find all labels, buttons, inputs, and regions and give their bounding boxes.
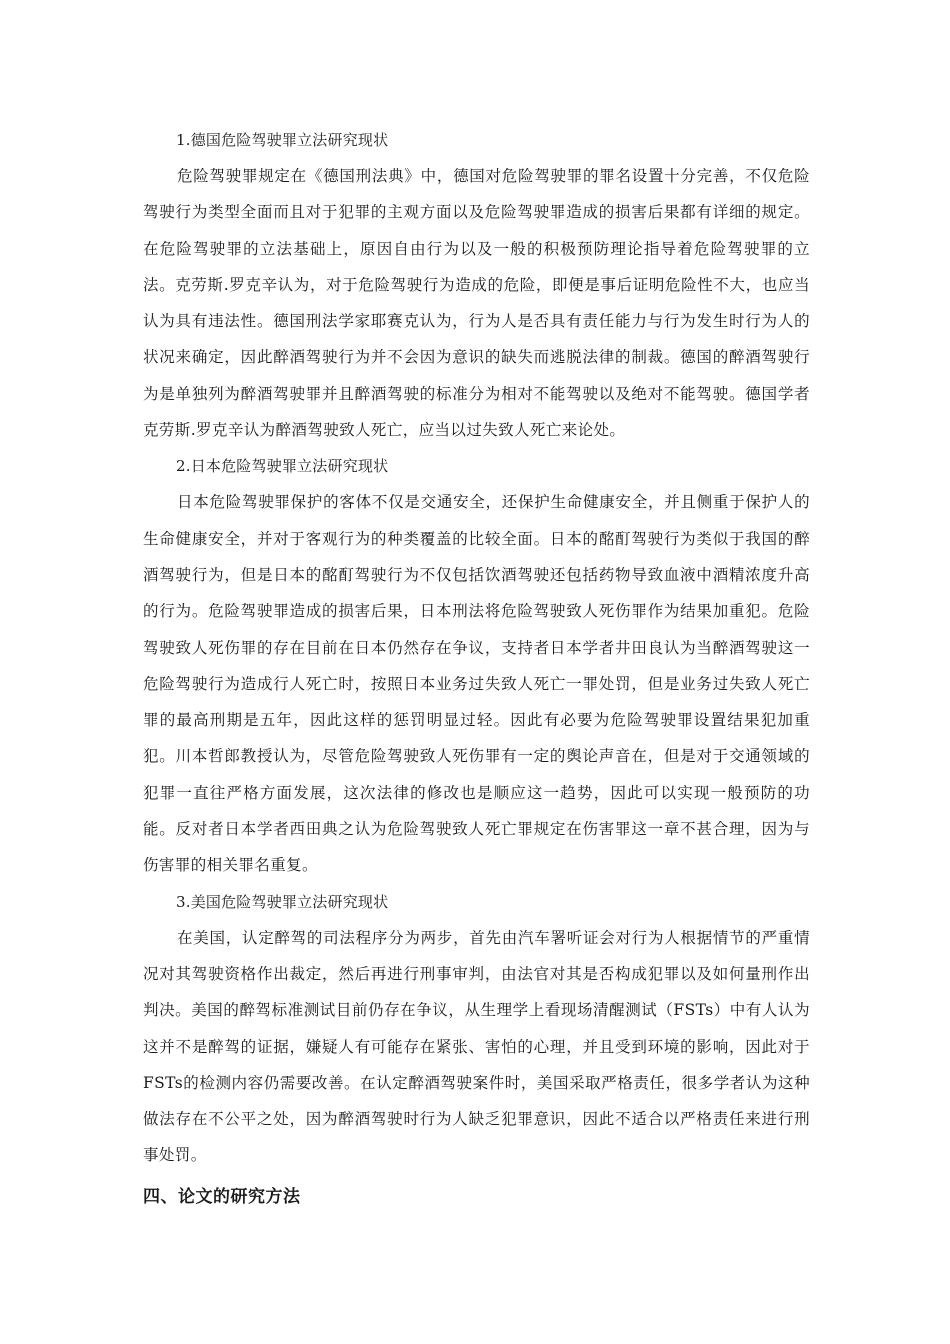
subsection-heading-usa: 3.美国危险驾驶罪立法研究现状 bbox=[176, 892, 389, 911]
document-body bbox=[143, 122, 810, 1212]
paragraph-germany: 危险驾驶罪规定在《德国刑法典》中，德国对危险驾驶罪的罪名设置十分完善，不仅危险驾驶行为类型全面而且对于犯罪的主观方面以及危险驾驶罪造成的损害后果都有详细的规定。在危险驾驶罪的立法基础上，原因自由行为以及一般的积极预防理论指导着危险驾驶罪的立法。克劳斯.罗克辛认为，对于危险驾驶行为造成的危险，即便是事后证明危险性不大，也应当认为具有违法性。德国刑法学家耶赛克认为，行为人是否具有责任能力与行为发生时行为人的状况来确定，因此醉酒驾驶行为并不会因为意识的缺失而逃脱法律的制裁。德国的醉酒驾驶行为是单独列为醉酒驾驶罪并且醉酒驾驶的标准分为相对不能驾驶以及绝对不能驾驶。德国学者克劳斯.罗克辛认为醉酒驾驶致人死亡，应当以过失致人死亡来论处。 bbox=[143, 167, 810, 440]
subsection-heading-japan: 2.日本危险驾驶罪立法研究现状 bbox=[176, 457, 389, 476]
subsection-heading-germany: 1.德国危险驾驶罪立法研究现状 bbox=[176, 131, 389, 149]
section-heading-research-methods: 四、论文的研究方法 bbox=[143, 1186, 301, 1207]
paragraph-usa: 在美国，认定醉驾的司法程序分为两步，首先由汽车署听证会对行为人根据情节的严重情况对其驾驶资格作出裁定，然后再进行刑事审判，由法官对其是否构成犯罪以及如何量刑作出判决。美国的醉驾标准测试目前仍存在争议，从生理学上看现场清醒测试（FSTs）中有人认为这并不是醉驾的证据，嫌疑人有可能存在紧张、害怕的心理，并且受到环境的影响，因此对于FSTs的检测内容仍需要改善。在认定醉酒驾驶案件时，美国采取严格责任，很多学者认为这种做法存在不公平之处，因为醉酒驾驶时行为人缺乏犯罪意识，因此不适合以严格责任来进行刑事处罚。 bbox=[143, 928, 810, 1165]
paragraph-japan: 日本危险驾驶罪保护的客体不仅是交通安全，还保护生命健康安全，并且侧重于保护人的生命健康安全，并对于客观行为的种类覆盖的比较全面。日本的酩酊驾驶行为类似于我国的醉酒驾驶行为，但是日本的酩酊驾驶行为不仅包括饮酒驾驶还包括药物导致血液中酒精浓度升高的行为。危险驾驶罪造成的损害后果，日本刑法将危险驾驶致人死伤罪作为结果加重犯。危险驾驶致人死伤罪的存在目前在日本仍然存在争议，支持者日本学者井田良认为当醉酒驾驶这一危险驾驶行为造成行人死亡时，按照日本业务过失致人死亡一罪处罚，但是业务过失致人死亡罪的最高刑期是五年，因此这样的惩罚明显过轻。因此有必要为危险驾驶罪设置结果犯加重犯。川本哲郎教授认为，尽管危险驾驶致人死伤罪有一定的舆论声音在，但是对于交通领域的犯罪一直往严格方面发展，这次法律的修改也是顺应这一趋势，因此可以实现一般预防的功能。反对者日本学者西田典之认为危险驾驶致人死亡罪规定在伤害罪这一章不甚合理，因为与伤害罪的相关罪名重复。 bbox=[143, 493, 810, 875]
